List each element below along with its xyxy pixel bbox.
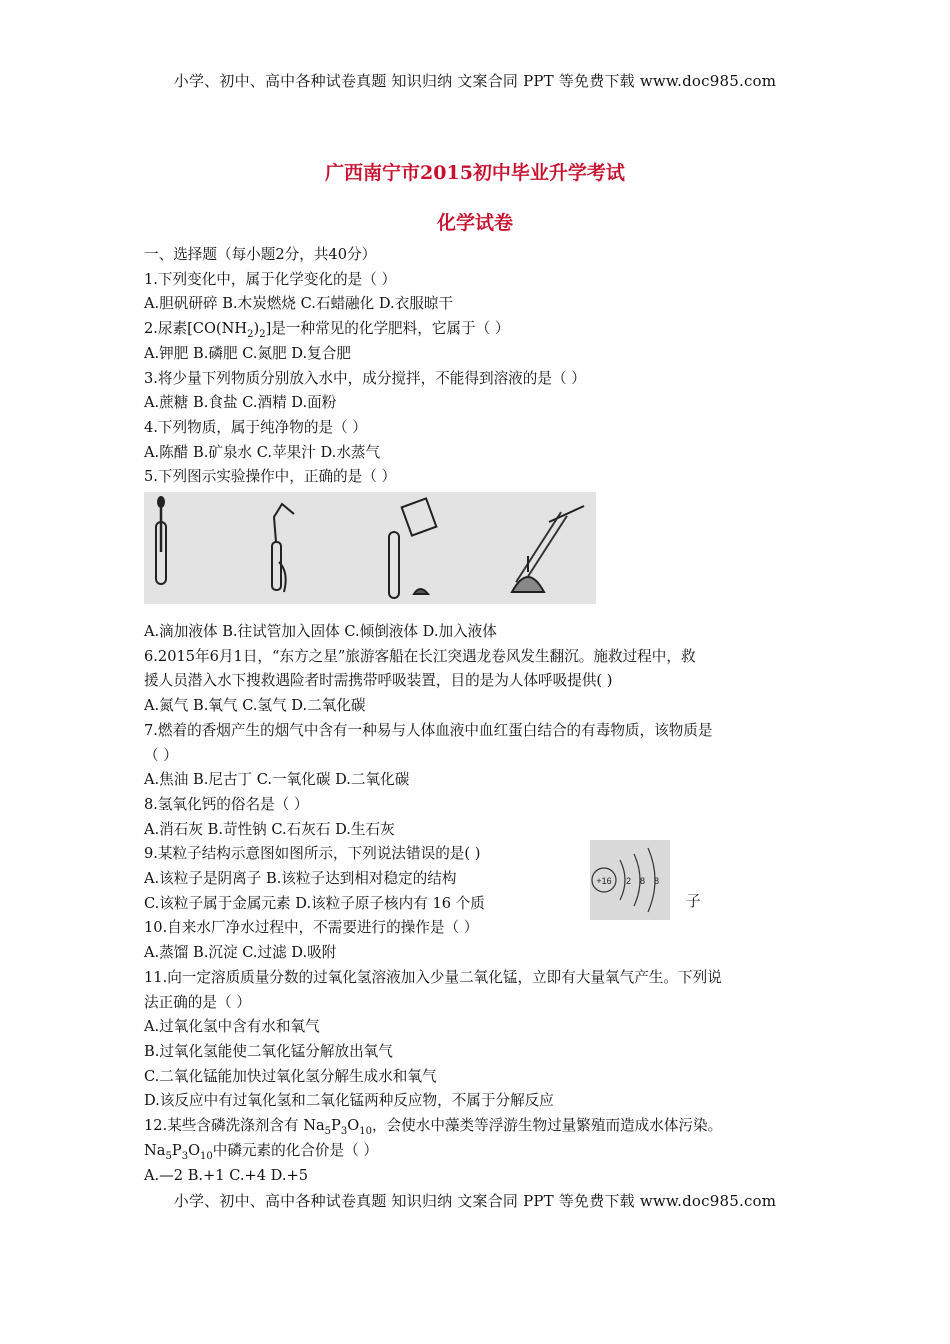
q6-line2: 援人员潜入水下搜救遇险者时需携带呼吸装置，目的是为人体呼吸提供( ) xyxy=(144,672,613,690)
question-body xyxy=(144,243,812,1188)
q1-options: A.胆矾研碎 B.木炭燃烧 C.石蜡融化 D.衣服晾干 xyxy=(144,295,454,313)
q5-stem: 5.下列图示实验操作中，正确的是（ ） xyxy=(144,468,397,486)
q8-options: A.消石灰 B.苛性钠 C.石灰石 D.生石灰 xyxy=(144,820,395,838)
exam-subtitle: 化学试卷 xyxy=(436,212,513,234)
section-heading: 一、选择题（每小题2分，共40分） xyxy=(144,246,377,263)
q11-option-c: C.二氧化锰能加快过氧化氢分解生成水和氧气 xyxy=(144,1067,437,1085)
q4-stem: 4.下列物质，属于纯净物的是（ ） xyxy=(144,418,367,436)
q9-block xyxy=(144,842,812,916)
page-footer: 小学、初中、高中各种试卷真题 知识归纳 文案合同 PPT 等免费下载 www.doc985.com xyxy=(173,1192,777,1210)
q1-stem: 1.下列变化中，属于化学变化的是（ ） xyxy=(144,270,397,288)
q4-options: A.陈醋 B.矿泉水 C.苹果汁 D.水蒸气 xyxy=(144,443,381,461)
lab-photo xyxy=(144,492,596,604)
q11-option-b: B.过氧化氢能使二氧化锰分解放出氧气 xyxy=(144,1042,393,1060)
q11-option-d: D.该反应中有过氧化氢和二氧化锰两种反应物，不属于分解反应 xyxy=(144,1092,554,1110)
q2-stem: 2.尿素$[CO(NH_2)_2]$是一种常见的化学肥料，它属于（ ） xyxy=(144,320,510,341)
particle-structure-diagram xyxy=(590,840,670,920)
q9-options-ab: A.该粒子是阴离子 B.该粒子达到相对稳定的结构 xyxy=(144,870,457,888)
shell-3-electrons: 8 xyxy=(654,876,660,887)
q5-options: A.滴加液体 B.往试管加入固体 C.倾倒液体 D.加入液体 xyxy=(144,623,497,641)
q12-line1: 12.某些含磷洗涤剂含有 $Na_5P_3O_{10}$，会使水中藻类等浮游生物过量繁殖而造成水体污染。 xyxy=(144,1117,723,1137)
q3-options: A.蔗糖 B.食盐 C.酒精 D.面粉 xyxy=(144,394,337,412)
q7-line2: （ ） xyxy=(144,746,178,764)
q7-options: A.焦油 B.尼古丁 C.一氧化碳 D.二氧化碳 xyxy=(144,771,410,789)
q9-options-tail: 子 xyxy=(686,893,701,911)
q12-options: A.—2 B.+1 C.+4 D.+5 xyxy=(144,1166,308,1184)
q11-line1: 11.向一定溶质质量分数的过氧化氢溶液加入少量二氧化锰，立即有大量氧气产生。下列说 xyxy=(144,968,722,986)
q2-options: A.钾肥 B.磷肥 C.氮肥 D.复合肥 xyxy=(144,344,351,362)
q6-line1: 6.2015年6月1日，“东方之星”旅游客船在长江突遇龙卷风发生翻沉。施救过程中，救 xyxy=(144,647,696,665)
q11-option-a: A.过氧化氢中含有水和氧气 xyxy=(144,1018,320,1036)
q10-options: A.蒸馏 B.沉淀 C.过滤 D.吸附 xyxy=(144,944,337,962)
lab-operations-figure xyxy=(144,492,812,610)
q9-options-cd: C.该粒子属于金属元素 D.该粒子原子核内有 16 个质 xyxy=(144,894,485,912)
q11-line2: 法正确的是（ ） xyxy=(144,993,251,1011)
page-header: 小学、初中、高中各种试卷真题 知识归纳 文案合同 PPT 等免费下载 www.doc985.com xyxy=(173,72,777,90)
q8-stem: 8.氢氧化钙的俗名是（ ） xyxy=(144,795,309,813)
exam-title: 广西南宁市2015初中毕业升学考试 xyxy=(325,162,625,184)
nucleus-charge: +16 xyxy=(596,876,612,887)
shell-1-electrons: 2 xyxy=(626,876,632,887)
q9-stem: 9.某粒子结构示意图如图所示，下列说法错误的是( ) xyxy=(144,845,481,863)
shell-2-electrons: 8 xyxy=(640,876,646,887)
q7-line1: 7.燃着的香烟产生的烟气中含有一种易与人体血液中血红蛋白结合的有毒物质，该物质是 xyxy=(144,721,713,739)
q3-stem: 3.将少量下列物质分别放入水中，成分搅拌，不能得到溶液的是（ ） xyxy=(144,369,586,387)
q12-line2: $Na_5P_3O_{10}$中磷元素的化合价是（ ） xyxy=(144,1141,378,1162)
q10-stem: 10.自来水厂净水过程中，不需要进行的操作是（ ） xyxy=(144,919,479,937)
q6-options: A.氮气 B.氧气 C.氢气 D.二氧化碳 xyxy=(144,697,366,715)
